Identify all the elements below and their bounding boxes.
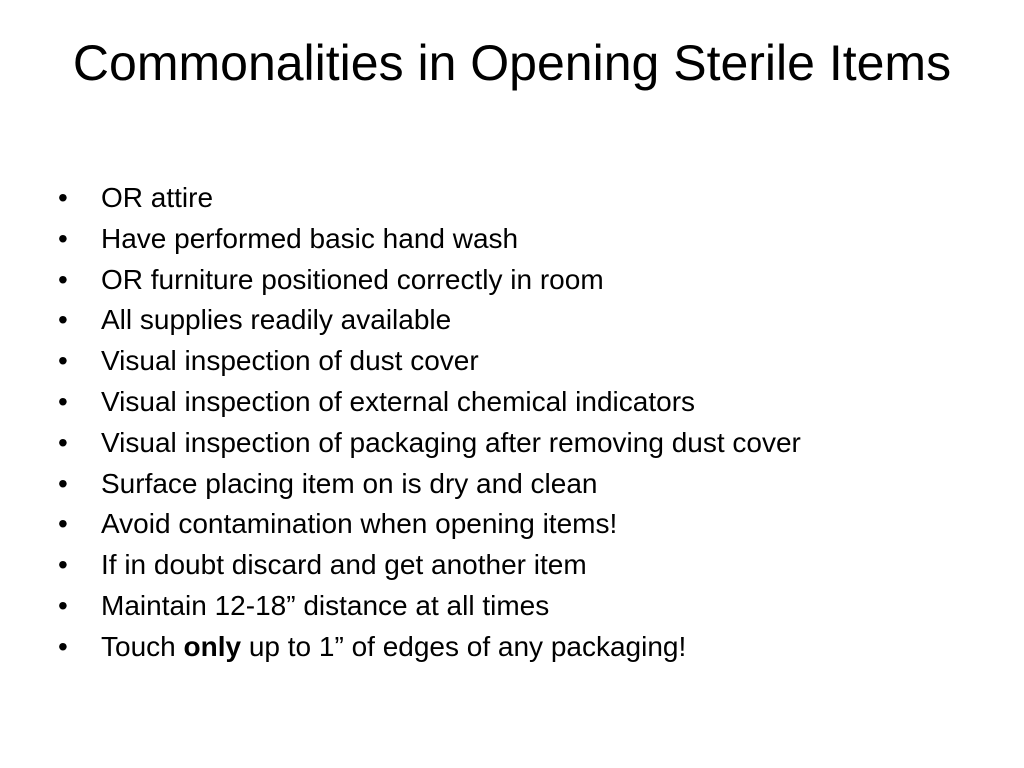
bullet-text: [101, 219, 518, 260]
bullet-text-segment: up to 1” of edges of any packaging!: [241, 630, 687, 662]
bullet-text-segment: Have performed basic hand wash: [101, 222, 519, 254]
bullet-item: [58, 219, 998, 260]
bullet-dot-icon: •: [58, 263, 68, 295]
bullet-text-segment: If in doubt discard and get another item: [101, 549, 587, 581]
bullet-text: [101, 627, 686, 668]
bullet-item: [58, 464, 998, 505]
bullet-text-segment: Visual inspection of packaging after removing dust cover: [101, 426, 801, 458]
bullet-text-segment: Visual inspection of dust cover: [101, 345, 479, 377]
bullet-dot-icon: •: [58, 589, 68, 621]
bullet-text-emphasis: only: [183, 630, 242, 662]
bullet-item: [58, 260, 998, 301]
bullet-dot-icon: •: [58, 549, 68, 581]
bullet-dot-icon: •: [58, 467, 68, 499]
bullet-text-segment: OR furniture positioned correctly in room: [101, 263, 604, 295]
bullet-item: [58, 382, 998, 423]
bullet-list: [58, 178, 998, 668]
bullet-text: [101, 504, 617, 545]
bullet-text-segment: Maintain 12-18” distance at all times: [101, 589, 550, 621]
bullet-text-segment: Avoid contamination when opening items!: [101, 508, 618, 540]
bullet-text: [101, 300, 451, 341]
slide-title: Commonalities in Opening Sterile Items: [72, 35, 952, 91]
bullet-item: [58, 423, 998, 464]
bullet-text-segment: OR attire: [101, 182, 214, 213]
bullet-item: [58, 178, 998, 219]
bullet-item: [58, 341, 998, 382]
bullet-item: [58, 300, 998, 341]
bullet-dot-icon: •: [58, 508, 68, 540]
bullet-text: [101, 423, 801, 464]
bullet-item: [58, 545, 998, 586]
bullet-text: [101, 382, 695, 423]
bullet-text: [101, 341, 479, 382]
bullet-dot-icon: •: [58, 426, 68, 458]
bullet-text-segment: Visual inspection of external chemical indicators: [101, 385, 696, 417]
bullet-item: [58, 504, 998, 545]
bullet-text-segment: Touch: [101, 630, 184, 662]
bullet-dot-icon: •: [58, 385, 68, 417]
bullet-item: [58, 586, 998, 627]
bullet-text: [101, 464, 598, 505]
bullet-dot-icon: •: [58, 630, 68, 662]
bullet-text: [101, 586, 549, 627]
bullet-dot-icon: •: [58, 182, 68, 213]
bullet-text-segment: Surface placing item on is dry and clean: [101, 467, 598, 499]
bullet-dot-icon: •: [58, 222, 68, 254]
bullet-dot-icon: •: [58, 304, 68, 336]
bullet-text: [101, 260, 604, 301]
bullet-text: [101, 545, 587, 586]
bullet-text-segment: All supplies readily available: [101, 304, 452, 336]
bullet-dot-icon: •: [58, 345, 68, 377]
bullet-text: [101, 178, 213, 219]
bullet-item: [58, 627, 998, 668]
